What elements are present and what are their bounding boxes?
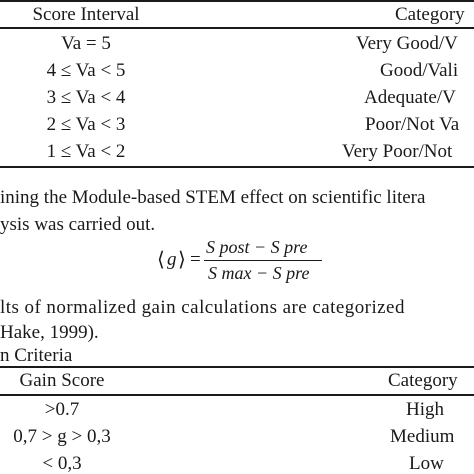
- equation-angle-close: ⟩: [178, 249, 186, 271]
- equation-lhs-variable: g: [167, 249, 177, 270]
- equation-denominator: S max − S pre: [208, 263, 310, 283]
- table2-row-3-category: Low: [409, 453, 444, 474]
- table2-header-category: Category: [388, 370, 458, 391]
- table2-row-1-category: High: [406, 399, 444, 420]
- table1-row-4-category: Poor/Not Va: [365, 114, 460, 135]
- equation-fraction-bar: [204, 260, 322, 261]
- table1-row-5-category: Very Poor/Not: [342, 141, 453, 162]
- paragraph1-line1: ining the Module-based STEM effect on scientific litera: [0, 187, 426, 208]
- table1-row-2-interval: 4 ≤ Va < 5: [46, 60, 126, 81]
- table1-row-3-interval: 3 ≤ Va < 4: [46, 87, 126, 108]
- table2-top-rule: [0, 366, 474, 368]
- table1-row-4-interval: 2 ≤ Va < 3: [46, 114, 126, 135]
- table1-header-score-interval: Score Interval: [32, 4, 140, 25]
- equation-angle-open: ⟨: [157, 249, 165, 271]
- table1-header-category: Category: [395, 4, 465, 25]
- table1-row-3-category: Adequate/V: [364, 87, 456, 108]
- table2-row-2-score: 0,7 > g > 0,3: [13, 426, 111, 447]
- table1-row-1-interval: Va = 5: [61, 33, 111, 54]
- table2-header-gain-score: Gain Score: [19, 370, 105, 391]
- table2-caption: n Criteria: [0, 345, 73, 366]
- table2-row-3-score: < 0,3: [42, 453, 82, 474]
- table2-header-rule: [0, 394, 474, 396]
- table2-row-2-category: Medium: [390, 426, 455, 447]
- table1-row-5-interval: 1 ≤ Va < 2: [46, 141, 126, 162]
- table1-row-2-category: Good/Vali: [380, 60, 459, 81]
- paragraph2-line2: Hake, 1999).: [0, 322, 99, 343]
- paragraph2-line1: lts of normalized gain calculations are categorized: [0, 297, 405, 318]
- equation-numerator: S post − S pre: [206, 237, 308, 257]
- table1-row-1-category: Very Good/V: [356, 33, 458, 54]
- table2-row-1-score: >0.7: [44, 399, 80, 420]
- equation-equals: =: [190, 249, 201, 270]
- paragraph1-line2: ysis was carried out.: [0, 214, 156, 235]
